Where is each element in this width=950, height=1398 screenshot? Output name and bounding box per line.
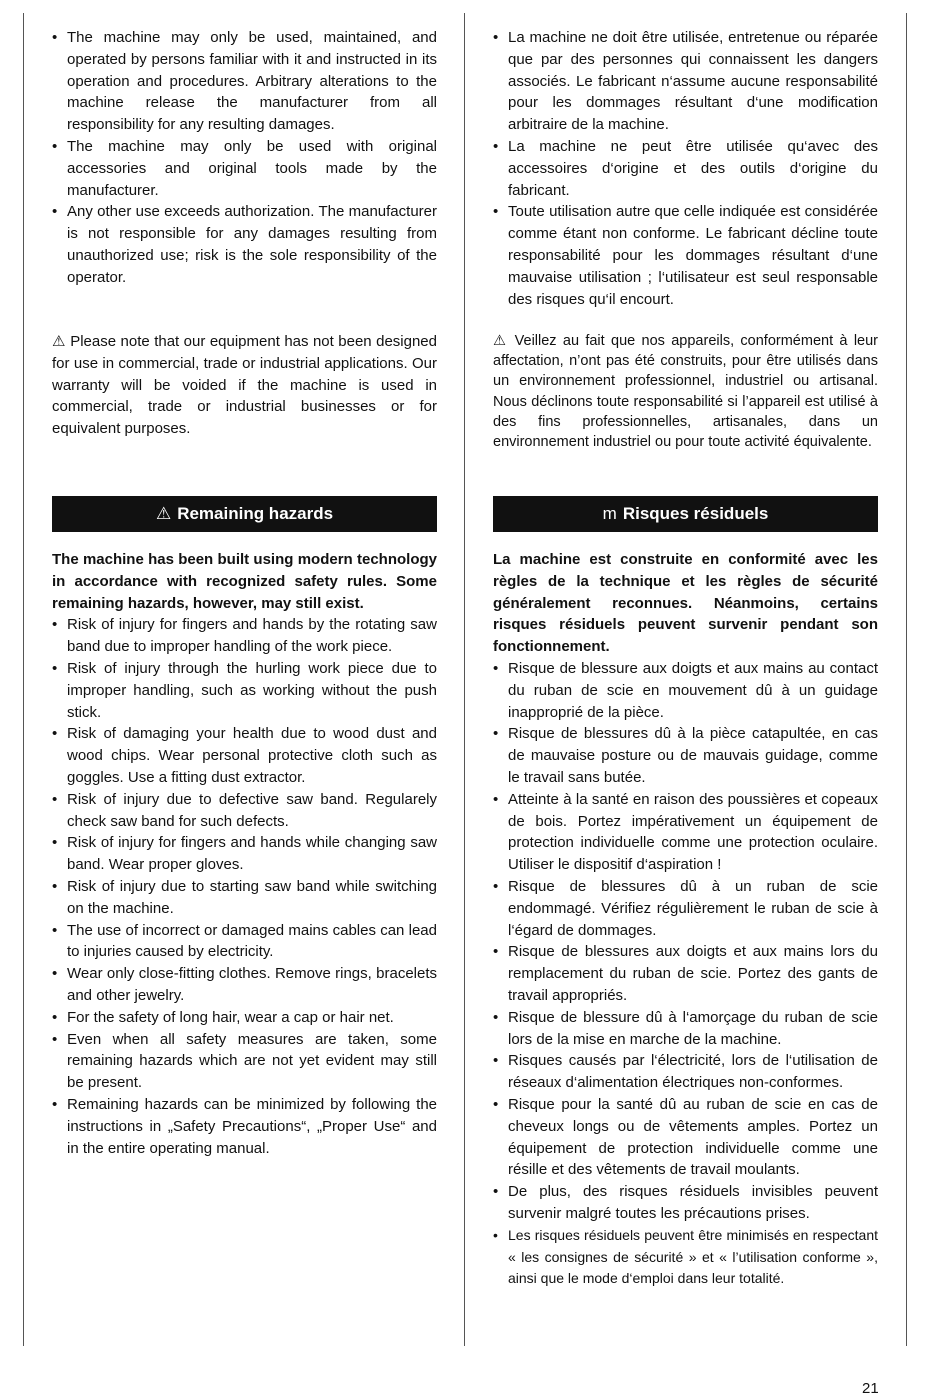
list-item: • La machine ne doit être utilisée, entretenue ou réparée que par des personnes qui connaissent les dangers associés. Le fabricant n‘assume aucune responsabilité pour les dommages résultant d‘une modification arbitraire de la machine. <box>493 27 878 136</box>
hazard-symbol-icon: m <box>602 504 617 524</box>
left-column-rule <box>23 13 24 1346</box>
en-hazard-list <box>52 614 437 1159</box>
right-column-rule <box>906 13 907 1346</box>
list-item: • The machine may only be used with original accessories and original tools made by the manufacturer. <box>52 136 437 201</box>
en-section-heading <box>52 496 437 532</box>
list-item: • Risques causés par l‘électricité, lors de l‘utilisation de réseaux d‘alimentation électriques non-conformes. <box>493 1050 878 1094</box>
list-item: • Wear only close-fitting clothes. Remove rings, bracelets and other jewelry. <box>52 963 437 1007</box>
en-intro-bullets <box>52 27 437 289</box>
fr-intro-bullets <box>493 27 878 310</box>
fr-lead-paragraph: La machine est construite en conformité avec les règles de la technique et les règles de sécurité généralement reconnues. Néanmoins, certains risques résiduels peuvent survenir pendant son fonctionnement. <box>493 551 878 656</box>
en-lead-paragraph: The machine has been built using modern technology in accordance with recognized safety rules. Some remaining hazards, however, may still exist. <box>52 551 437 612</box>
list-item: • De plus, des risques résiduels invisibles peuvent survenir malgré toutes les précautions prises. <box>493 1181 878 1225</box>
list-item: • Atteinte à la santé en raison des poussières et copeaux de bois. Portez impérativement un équipement de protection individuelle comme une protection oculaire. Utiliser le dispositif d‘aspiration ! <box>493 789 878 876</box>
fr-hazards-section <box>493 549 878 1290</box>
en-warning-note <box>52 331 437 440</box>
list-item: • Risk of injury due to starting saw band while switching on the machine. <box>52 876 437 920</box>
fr-hazard-list <box>493 658 878 1290</box>
list-item: • Risk of injury due to defective saw band. Regularely check saw band for such defects. <box>52 789 437 833</box>
list-item: • The use of incorrect or damaged mains cables can lead to injuries caused by electricity. <box>52 920 437 964</box>
warning-icon: ⚠ <box>52 333 66 350</box>
page-number: 21 <box>862 1380 879 1397</box>
list-item: • Risk of injury for fingers and hands by the rotating saw band due to improper handling of the work piece. <box>52 614 437 658</box>
center-column-rule <box>464 13 465 1346</box>
fr-section-heading <box>493 496 878 532</box>
list-item: • The machine may only be used, maintained, and operated by persons familiar with it and instructed in its operation and procedures. Arbitrary alterations to the machine release the manufacturer from all responsibility for any resulting damages. <box>52 27 437 136</box>
fr-heading-text: Risques résiduels <box>622 504 769 524</box>
list-item: • Les risques résiduels peuvent être minimisés en respectant « les consignes de sécurité » et « l’utilisation conforme », ainsi que le mode d‘emploi dans leur totalité. <box>493 1225 878 1290</box>
list-item: • Even when all safety measures are taken, some remaining hazards which are not yet evident may still be present. <box>52 1029 437 1094</box>
fr-warning-text: Veillez au fait que nos appareils, conformément à leur affectation, n’ont pas été construits, pour être utilisés dans un environnement professionnel, industriel ou artisanal. Nous déclinons toute responsabilité si l’appareil est utilisé à des fins professionnelles, artisanales, dans un environnement industriel ou pour toute activité équivalente. <box>493 333 879 451</box>
list-item: • Risque de blessures dû à la pièce catapultée, en cas de mauvaise posture ou de mauvais guidage, comme le travail sans butée. <box>493 723 878 788</box>
fr-warning-note <box>493 331 878 452</box>
list-item: • For the safety of long hair, wear a cap or hair net. <box>52 1007 437 1029</box>
list-item: • Toute utilisation autre que celle indiquée est considérée comme étant non conforme. Le fabricant décline toute responsabilité pour les dommages résultant d‘une mauvaise utilisation ; l‘utilisateur est seul responsable des risques qu‘il encourt. <box>493 201 878 310</box>
en-hazards-section <box>52 549 437 1159</box>
list-item: • Risque de blessures aux doigts et aux mains lors du remplacement du ruban de scie. Portez des gants de travail appropriés. <box>493 941 878 1006</box>
list-item: • Risque de blessure aux doigts et aux mains au contact du ruban de scie en mouvement dû à un guidage inapproprié de la pièce. <box>493 658 878 723</box>
list-item: • Risque pour la santé dû au ruban de scie en cas de cheveux longs ou de vêtements amples. Portez un équipement de protection individuelle comme une résille et des vêtements de travail moulants. <box>493 1094 878 1181</box>
en-heading-text: Remaining hazards <box>177 504 334 524</box>
list-item: • Risque de blessures dû à un ruban de scie endommagé. Vérifiez régulièrement le ruban de scie à l‘égard de dommages. <box>493 876 878 941</box>
en-warning-text: Please note that our equipment has not been designed for use in commercial, trade or industrial applications. Our warranty will be voided if the machine is used in commercial, trade or industrial businesses or for equivalent purposes. <box>52 333 437 438</box>
list-item: • La machine ne peut être utilisée qu‘avec des accessoires d‘origine et des outils d‘origine du fabricant. <box>493 136 878 201</box>
list-item: • Any other use exceeds authorization. The manufacturer is not responsible for any damages resulting from unauthorized use; risk is the sole responsibility of the operator. <box>52 201 437 288</box>
list-item: • Risk of injury for fingers and hands while changing saw band. Wear proper gloves. <box>52 832 437 876</box>
list-item: • Risque de blessure dû à l‘amorçage du ruban de scie lors de la mise en marche de la machine. <box>493 1007 878 1051</box>
list-item: • Risk of injury through the hurling work piece due to improper handling, such as working without the push stick. <box>52 658 437 723</box>
warning-icon: ⚠ <box>493 333 509 349</box>
list-item: • Remaining hazards can be minimized by following the instructions in „Safety Precautions“, „Proper Use“ and in the entire operating manual. <box>52 1094 437 1159</box>
list-item: • Risk of damaging your health due to wood dust and wood chips. Wear personal protective cloth such as goggles. Use a fitting dust extractor. <box>52 723 437 788</box>
warning-icon: ⚠ <box>155 504 172 524</box>
